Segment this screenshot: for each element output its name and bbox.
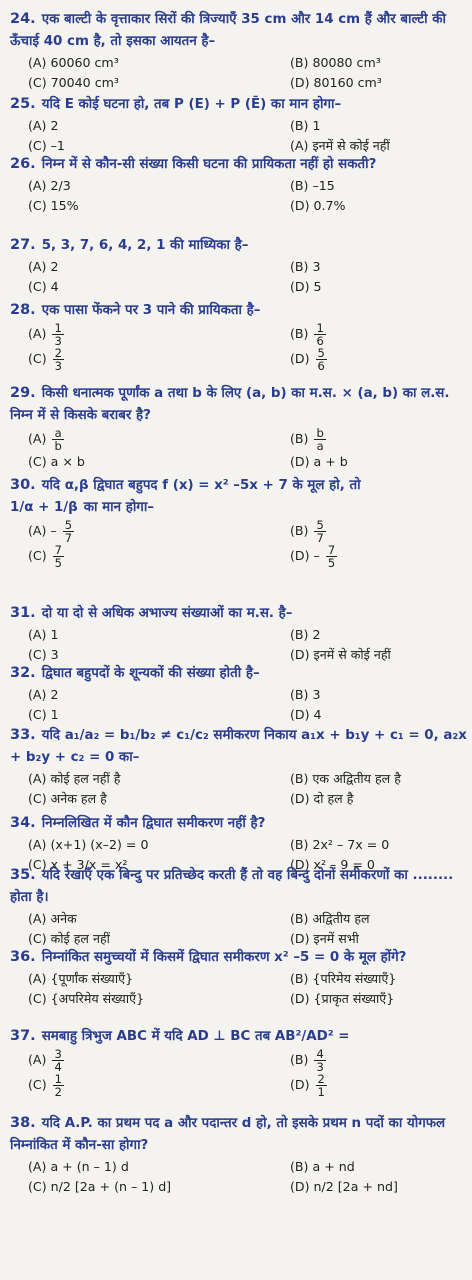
- option[interactable]: (C) 1: [28, 707, 59, 722]
- fraction: [52, 1048, 63, 1073]
- question-block: [10, 474, 468, 569]
- fraction-numerator: 2: [317, 1072, 325, 1086]
- fraction: [53, 1073, 64, 1098]
- option[interactable]: (A) (x+1) (x–2) = 0: [28, 837, 149, 852]
- question-block: [10, 93, 468, 156]
- fraction: [326, 544, 337, 569]
- fraction-denominator: 2: [54, 1085, 62, 1099]
- question-text: [10, 299, 468, 322]
- options-grid: [28, 519, 468, 569]
- options-grid: [28, 427, 468, 472]
- option-fraction[interactable]: [28, 322, 290, 347]
- option[interactable]: (B) अद्वितीय हल: [290, 911, 370, 926]
- option-fraction[interactable]: [28, 1073, 290, 1098]
- question-number: 38.: [10, 1115, 36, 1131]
- option[interactable]: (B) {परिमेय संख्याएँ}: [290, 971, 397, 986]
- fraction: [314, 1048, 325, 1073]
- fraction-denominator: 5: [54, 556, 62, 570]
- question-number: 28.: [10, 302, 36, 318]
- option-fraction[interactable]: [290, 1048, 472, 1073]
- option[interactable]: (B) 3: [290, 259, 321, 274]
- option[interactable]: (D) 5: [290, 279, 322, 294]
- option[interactable]: (A) 1: [28, 627, 59, 642]
- option[interactable]: (D) इनमें से कोई नहीं: [290, 647, 391, 662]
- options-grid: [28, 625, 468, 665]
- question-text: [10, 1025, 468, 1048]
- question-block: [10, 864, 468, 949]
- option-fraction[interactable]: [28, 427, 290, 452]
- question-text: [10, 153, 468, 176]
- options-grid: [28, 257, 468, 297]
- question-stem-continued: का मान होगा–: [83, 500, 155, 515]
- fraction-denominator: 4: [54, 1060, 62, 1074]
- option-fraction[interactable]: [28, 347, 290, 372]
- question-number: 27.: [10, 237, 36, 253]
- option[interactable]: (A) 2: [28, 687, 59, 702]
- option-fraction[interactable]: [290, 519, 472, 544]
- options-grid: [28, 1157, 468, 1197]
- question-block: [10, 1112, 468, 1197]
- fraction-denominator: b: [54, 439, 62, 453]
- option-fraction[interactable]: [28, 544, 290, 569]
- fraction-denominator: 1: [317, 1085, 325, 1099]
- fraction-numerator: 1: [54, 1072, 62, 1086]
- fraction-denominator: 3: [316, 1060, 324, 1074]
- option[interactable]: (B) एक अद्वितीय हल है: [290, 771, 401, 786]
- question-number: 34.: [10, 815, 36, 831]
- fraction: [52, 322, 63, 347]
- option-label: (A): [28, 1052, 47, 1067]
- option[interactable]: (D) x² – 9 = 0: [290, 857, 375, 872]
- options-grid: [28, 176, 468, 216]
- option-label: (B): [290, 431, 309, 446]
- option[interactable]: (A) इनमें से कोई नहीं: [290, 138, 390, 153]
- fraction-denominator: 7: [316, 531, 324, 545]
- question-text: [10, 812, 468, 835]
- question-number: 32.: [10, 665, 36, 681]
- option[interactable]: (B) 80080 cm³: [290, 55, 381, 70]
- option-label: (C): [28, 548, 47, 563]
- option[interactable]: (C) a × b: [28, 454, 85, 469]
- fraction-numerator: 1: [54, 321, 62, 335]
- option[interactable]: (C) कोई हल नहीं: [28, 931, 110, 946]
- question-number: 24.: [10, 11, 36, 27]
- fraction-denominator: 3: [54, 334, 62, 348]
- question-block: [10, 724, 468, 809]
- option[interactable]: (A) a + (n – 1) d: [28, 1159, 129, 1174]
- option[interactable]: (D) इनमें सभी: [290, 931, 359, 946]
- option-label: (A) –: [28, 523, 57, 538]
- option[interactable]: (A) 2/3: [28, 178, 71, 193]
- question-text: [10, 234, 468, 257]
- option[interactable]: (D) a + b: [290, 454, 348, 469]
- option[interactable]: (C) –1: [28, 138, 65, 153]
- option-label: (C): [28, 1077, 47, 1092]
- question-stem: दो या दो से अधिक अभाज्य संख्याओं का म.स. है–: [41, 606, 293, 621]
- question-block: [10, 1025, 468, 1098]
- question-text: [10, 1112, 468, 1157]
- fraction-numerator: 5: [317, 346, 325, 360]
- question-text: [10, 93, 468, 116]
- question-number: 25.: [10, 96, 36, 112]
- fraction-numerator: 5: [316, 518, 324, 532]
- question-stem: निम्नांकित समुच्चयों में किसमें द्विघात समीकरण x² –5 = 0 के मूल होंगे?: [41, 950, 407, 965]
- option[interactable]: (A) 60060 cm³: [28, 55, 119, 70]
- fraction-numerator: 2: [54, 346, 62, 360]
- fraction: [314, 427, 325, 452]
- question-stem: एक पासा फेंकने पर 3 पाने की प्रायिकता है–: [41, 303, 261, 318]
- option-fraction[interactable]: [290, 322, 472, 347]
- question-text: [10, 662, 468, 685]
- question-stem: यदि E कोई घटना हो, तब P (E) + P (Ē) का मान होगा–: [41, 97, 342, 112]
- option[interactable]: (B) 2x² – 7x = 0: [290, 837, 390, 852]
- option[interactable]: (D) n/2 [2a + nd]: [290, 1179, 398, 1194]
- option-label: (D): [290, 351, 310, 366]
- option-label: (B): [290, 523, 309, 538]
- question-stem: यदि α,β द्विघात बहुपद f (x) = x² –5x + 7 के मूल हो, तो: [41, 478, 361, 493]
- question-number: 35.: [10, 867, 36, 883]
- option[interactable]: (A) कोई हल नहीं है: [28, 771, 121, 786]
- fraction-denominator: a: [316, 439, 324, 453]
- question-stem: एक बाल्टी के वृत्ताकार सिरों की त्रिज्याएँ 35 cm और 14 cm हैं और बाल्टी की ऊँचाई 40 cm है, तो इसका आयतन है–: [10, 12, 446, 49]
- option[interactable]: (A) {पूर्णांक संख्याएँ}: [28, 971, 134, 986]
- question-text: [10, 724, 468, 769]
- question-block: [10, 662, 468, 725]
- fraction: [53, 544, 64, 569]
- question-text: [10, 864, 468, 909]
- fraction: [53, 347, 64, 372]
- question-expression: 1/α + 1/β: [10, 500, 78, 515]
- option-label: (D) –: [290, 548, 320, 563]
- option[interactable]: (A) 2: [28, 259, 59, 274]
- question-stem: समबाहु त्रिभुज ABC में यदि AD ⊥ BC तब AB²/AD² =: [41, 1029, 350, 1044]
- option-fraction[interactable]: [28, 519, 290, 544]
- option[interactable]: (B) 1: [290, 118, 321, 133]
- fraction: [316, 1073, 327, 1098]
- fraction-denominator: 5: [327, 556, 336, 570]
- option[interactable]: (B) 3: [290, 687, 321, 702]
- question-stem: निम्नलिखित में कौन द्विघात समीकरण नहीं है?: [41, 816, 266, 831]
- fraction-numerator: a: [52, 427, 63, 440]
- option[interactable]: (B) a + nd: [290, 1159, 355, 1174]
- question-block: [10, 382, 468, 472]
- fraction: [52, 427, 63, 452]
- question-block: [10, 234, 468, 297]
- options-grid: [28, 769, 468, 809]
- fraction-denominator: 3: [54, 359, 62, 373]
- question-number: 26.: [10, 156, 36, 172]
- question-block: [10, 602, 468, 665]
- question-number: 33.: [10, 727, 36, 743]
- question-block: [10, 8, 468, 93]
- question-number: 29.: [10, 385, 36, 401]
- question-block: [10, 153, 468, 216]
- fraction-denominator: 6: [316, 334, 324, 348]
- option-label: (D): [290, 1077, 310, 1092]
- options-grid: [28, 1048, 468, 1098]
- fraction-numerator: 4: [316, 1047, 324, 1061]
- option-fraction[interactable]: [290, 544, 472, 569]
- option-label: (A): [28, 326, 47, 341]
- option[interactable]: (C) 15%: [28, 198, 79, 213]
- fraction-numerator: b: [316, 426, 324, 440]
- option[interactable]: (C) {अपरिमेय संख्याएँ}: [28, 991, 145, 1006]
- option[interactable]: (D) दो हल है: [290, 791, 354, 806]
- options-grid: [28, 322, 468, 372]
- fraction-numerator: 7: [54, 543, 62, 557]
- options-grid: [28, 969, 468, 1009]
- fraction-numerator: 1: [316, 321, 324, 335]
- option-fraction[interactable]: [28, 1048, 290, 1073]
- options-grid: [28, 909, 468, 949]
- question-number: 37.: [10, 1028, 36, 1044]
- question-text: [10, 8, 468, 53]
- question-stem: यदि रेखाएँ एक बिन्दु पर प्रतिच्छेद करती हैं तो वह बिन्दु दोनों समीकरणों का ........ होता है।: [10, 868, 454, 905]
- options-grid: [28, 685, 468, 725]
- option-label: (B): [290, 326, 309, 341]
- option[interactable]: (D) 0.7%: [290, 198, 346, 213]
- question-text: [10, 946, 468, 969]
- option-label: (C): [28, 351, 47, 366]
- question-number: 36.: [10, 949, 36, 965]
- option-label: (A): [28, 431, 47, 446]
- fraction: [314, 519, 325, 544]
- question-text: [10, 602, 468, 625]
- fraction: [316, 347, 327, 372]
- options-grid: [28, 53, 468, 93]
- question-stem: यदि a₁/a₂ = b₁/b₂ ≠ c₁/c₂ समीकरण निकाय a₁x + b₁y + c₁ = 0, a₂x + b₂y + c₂ = 0 का–: [10, 728, 467, 765]
- option-fraction[interactable]: [290, 347, 472, 372]
- option[interactable]: (A) 2: [28, 118, 59, 133]
- option[interactable]: (D) {प्राकृत संख्याएँ}: [290, 991, 395, 1006]
- question-block: [10, 299, 468, 372]
- fraction-denominator: 7: [64, 531, 73, 545]
- fraction-denominator: 6: [317, 359, 325, 373]
- fraction: [63, 519, 74, 544]
- fraction-numerator: 7: [327, 543, 336, 557]
- question-text-continued: [10, 497, 468, 519]
- option[interactable]: (A) अनेक: [28, 911, 77, 926]
- options-grid: [28, 116, 468, 156]
- option[interactable]: (C) 4: [28, 279, 59, 294]
- question-stem: 5, 3, 7, 6, 4, 2, 1 की माध्यिका है–: [41, 238, 249, 253]
- option-label: (B): [290, 1052, 309, 1067]
- option[interactable]: (B) 2: [290, 627, 321, 642]
- question-stem: यदि A.P. का प्रथम पद a और पदान्तर d हो, तो इसके प्रथम n पदों का योगफल निम्नांकित में कौन-सा होगा?: [10, 1116, 446, 1153]
- option[interactable]: (C) अनेक हल है: [28, 791, 107, 806]
- question-number: 31.: [10, 605, 36, 621]
- question-number: 30.: [10, 477, 36, 493]
- fraction: [314, 322, 325, 347]
- question-stem: निम्न में से कौन-सी संख्या किसी घटना की प्रायिकता नहीं हो सकती?: [41, 157, 377, 172]
- option[interactable]: (D) 4: [290, 707, 322, 722]
- option[interactable]: (C) 3: [28, 647, 59, 662]
- question-stem: किसी धनात्मक पूर्णांक a तथा b के लिए (a, b) का म.स. × (a, b) का ल.स. निम्न में से किसके बराबर है?: [10, 386, 450, 423]
- fraction-numerator: 5: [64, 518, 73, 532]
- option[interactable]: (C) 70040 cm³: [28, 75, 119, 90]
- question-text: [10, 382, 468, 427]
- option[interactable]: (C) n/2 [2a + (n – 1) d]: [28, 1179, 172, 1194]
- option[interactable]: (D) 80160 cm³: [290, 75, 382, 90]
- question-text: [10, 474, 468, 497]
- fraction-numerator: 3: [54, 1047, 62, 1061]
- question-block: [10, 946, 468, 1009]
- option[interactable]: (C) x + 3/x = x²: [28, 857, 128, 872]
- option-fraction[interactable]: [290, 427, 472, 452]
- question-stem: द्विघात बहुपदों के शून्यकों की संख्या होती है–: [41, 666, 260, 681]
- option-fraction[interactable]: [290, 1073, 472, 1098]
- option[interactable]: (B) –15: [290, 178, 335, 193]
